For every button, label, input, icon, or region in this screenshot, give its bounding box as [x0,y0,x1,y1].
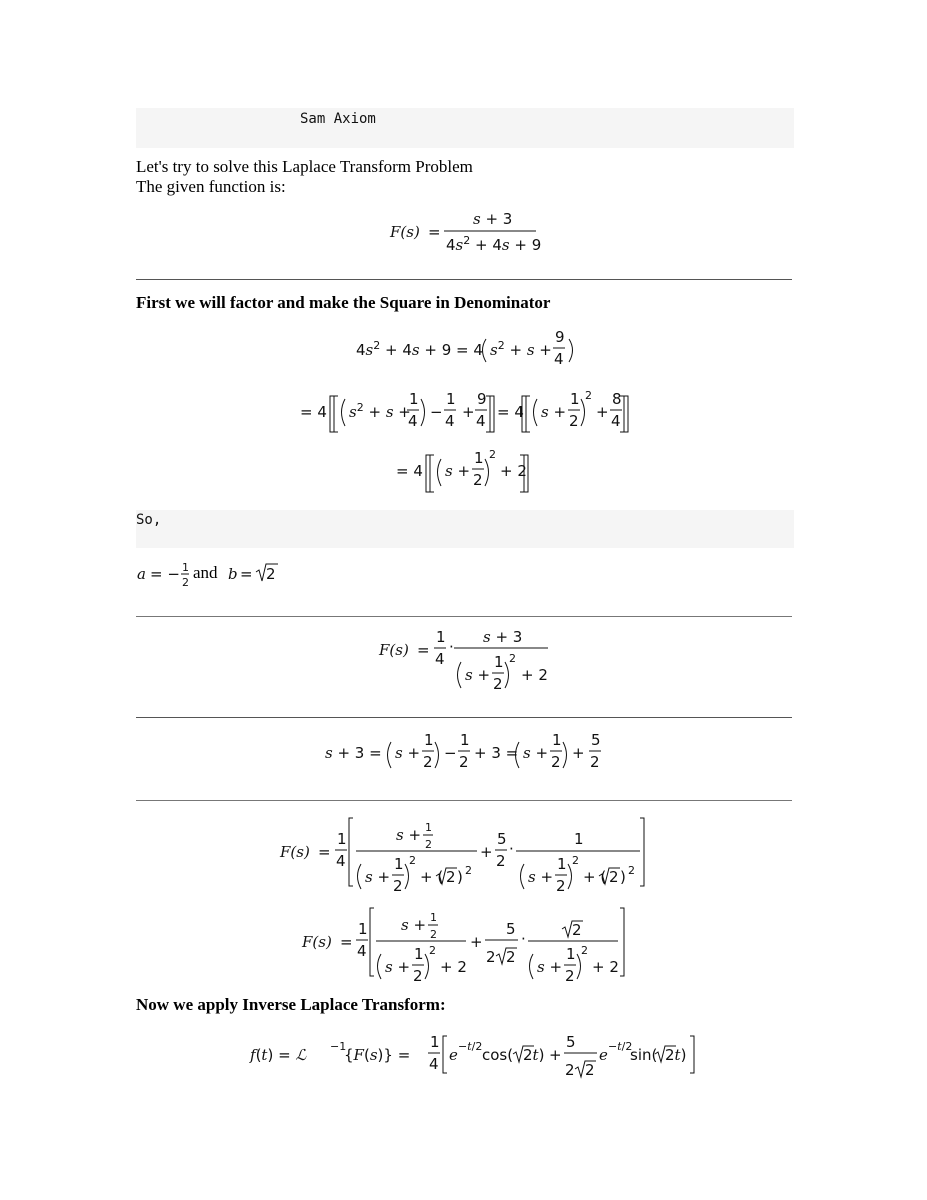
svg-text:=: = [318,843,331,861]
svg-text:+ 2: + 2 [500,462,527,480]
svg-text:1: 1 [446,390,456,408]
svg-text:1: 1 [474,449,484,467]
svg-text:2: 2 [486,948,496,966]
svg-text:2: 2 [446,868,456,886]
svg-text:s +: s + [401,916,427,934]
svg-text:+ 2: + 2 [592,958,619,976]
svg-text:= 4: = 4 [396,462,423,480]
svg-text:=: = [340,933,353,951]
svg-text:a: a [137,565,146,583]
svg-text:2: 2 [493,675,503,693]
svg-text:5: 5 [566,1033,576,1051]
svg-text:2: 2 [425,838,432,851]
svg-text:+ (: + ( [420,868,444,886]
svg-text:s +: s + [528,868,554,886]
svg-text:{F(s)} =: {F(s)} = [344,1046,411,1064]
svg-text:4: 4 [611,412,621,430]
svg-text:+ 2: + 2 [521,666,548,684]
svg-text:+ (: + ( [583,868,607,886]
svg-text:−: − [444,744,457,762]
svg-text:2: 2 [585,389,592,402]
svg-text:4: 4 [429,1055,439,1073]
svg-text:4: 4 [408,412,418,430]
svg-text:f(t) = ℒ: f(t) = ℒ [250,1046,307,1064]
svg-text:4: 4 [336,852,346,870]
svg-text:2: 2 [430,928,437,941]
svg-text:4: 4 [445,412,455,430]
svg-text:2: 2 [506,948,516,966]
svg-text:2: 2 [459,753,469,771]
svg-text:=: = [417,641,430,659]
svg-text:cos(: cos( [482,1046,514,1064]
svg-text:9: 9 [477,390,487,408]
svg-text:2t): 2t) [523,1046,545,1064]
svg-text:2: 2 [565,967,575,985]
svg-text:= 4: = 4 [497,403,524,421]
svg-text:F(s): F(s) [302,933,332,951]
svg-text:·: · [449,638,454,656]
svg-text:2: 2 [585,1061,595,1079]
svg-text:2: 2 [581,944,588,957]
svg-text:·: · [509,840,514,858]
svg-text:+: + [596,403,609,421]
svg-text:+ 2: + 2 [440,958,467,976]
svg-text:2: 2 [413,967,423,985]
svg-text:4: 4 [476,412,486,430]
svg-text:5: 5 [506,920,516,938]
svg-text:2: 2 [551,753,561,771]
svg-text:1: 1 [552,731,562,749]
svg-text:s +: s + [465,666,491,684]
svg-text:2: 2 [609,868,619,886]
svg-text:1: 1 [574,830,584,848]
svg-text:1: 1 [557,855,567,873]
svg-text:= −: = − [150,565,180,583]
svg-text:s +: s + [396,826,422,844]
svg-text:9: 9 [555,328,565,346]
svg-text:2: 2 [496,852,506,870]
svg-text:+: + [462,403,475,421]
svg-text:1: 1 [337,830,347,848]
svg-text:s +: s + [541,403,567,421]
svg-text:2: 2 [473,471,483,489]
svg-text:4: 4 [357,942,367,960]
svg-text:s +: s + [365,868,391,886]
svg-text:2: 2 [572,854,579,867]
svg-text:s +: s + [523,744,549,762]
svg-text:+: + [480,843,493,861]
svg-text:1: 1 [566,945,576,963]
so-text: So, [136,512,162,528]
svg-text:·: · [521,930,526,948]
svg-text:s + 3: s + 3 [483,628,523,646]
svg-text:F(s): F(s) [280,843,310,861]
svg-text:b: b [228,565,238,583]
svg-text:e: e [449,1046,458,1064]
svg-text:2: 2 [556,877,566,895]
svg-text:2: 2 [393,877,403,895]
svg-text:−: − [430,403,443,421]
svg-text:4s2 + 4s + 9 = 4: $4s^2 + 4s + 9 = 4$ [356,339,483,359]
svg-text:): ) [620,868,626,886]
svg-text:4s2 + 4s + 9: $4s^2 + 4s + 9$ [446,234,542,254]
svg-text:sin(: sin( [630,1046,658,1064]
svg-text:2: 2 [266,565,276,583]
svg-text:1: 1 [460,731,470,749]
svg-text:1: 1 [430,1033,440,1051]
svg-text:+: + [470,933,483,951]
svg-text:e: e [599,1046,608,1064]
svg-text:2: 2 [628,864,635,877]
svg-text:1: 1 [436,628,446,646]
section-heading-factor: First we will factor and make the Square in Denominator [136,293,551,312]
svg-text:s +: s + [385,958,411,976]
svg-text:1: 1 [570,390,580,408]
svg-text:1: 1 [358,920,368,938]
svg-text:2: 2 [429,944,436,957]
svg-text:+ 3 =: + 3 = [474,744,519,762]
svg-text:s +: s + [445,462,471,480]
svg-text:2: 2 [509,652,516,665]
author-name: Sam Axiom [300,111,376,127]
svg-text:2: 2 [572,921,582,939]
svg-text:1: 1 [394,855,404,873]
svg-text:5: 5 [591,731,601,749]
svg-text:2: 2 [465,864,472,877]
svg-text:s +: s + [395,744,421,762]
svg-text:4: 4 [435,650,445,668]
svg-text:1: 1 [430,911,437,924]
svg-text:1: 1 [414,945,424,963]
svg-text:4: 4 [554,350,564,368]
svg-text:8: 8 [612,390,622,408]
svg-text:5: 5 [497,830,507,848]
svg-text:1: 1 [424,731,434,749]
svg-text:1: 1 [182,561,189,574]
svg-text:2: 2 [590,753,600,771]
svg-text:2: 2 [182,576,189,589]
svg-text:2: 2 [569,412,579,430]
svg-text:2: 2 [409,854,416,867]
svg-text:): ) [457,868,463,886]
svg-text:1: 1 [425,821,432,834]
svg-text:= 4: = 4 [300,403,327,421]
svg-text:+: + [572,744,585,762]
svg-text:−t/2: −t/2 [608,1040,633,1053]
svg-text:F(s): F(s) [379,641,409,659]
svg-text:2: 2 [565,1061,575,1079]
and-text: and [193,563,218,582]
svg-text:+: + [549,1046,562,1064]
svg-text:=: = [428,223,441,241]
svg-text:s +: s + [537,958,563,976]
intro-line-1: Let's try to solve this Laplace Transform Problem [136,157,473,176]
svg-text:1: 1 [409,390,419,408]
svg-text:−1: −1 [330,1040,347,1053]
intro-line-2: The given function is: [136,177,286,196]
svg-text:s2 + s +: $s^2 + s$ + [490,339,552,359]
svg-text:2: 2 [423,753,433,771]
section-heading-inverse: Now we apply Inverse Laplace Transform: [136,995,446,1014]
svg-text:s + 3 =: s + 3 = [325,744,382,762]
svg-text:F(s): F(s) [390,223,420,241]
svg-text:s + 3: s + 3 [473,210,513,228]
svg-text:2: 2 [489,448,496,461]
svg-text:s2 + s +: $s^2 + s$ + [349,401,411,421]
svg-text:1: 1 [494,653,504,671]
svg-text:2t): 2t) [665,1046,687,1064]
svg-text:−t/2: −t/2 [458,1040,483,1053]
svg-text:=: = [240,565,253,583]
